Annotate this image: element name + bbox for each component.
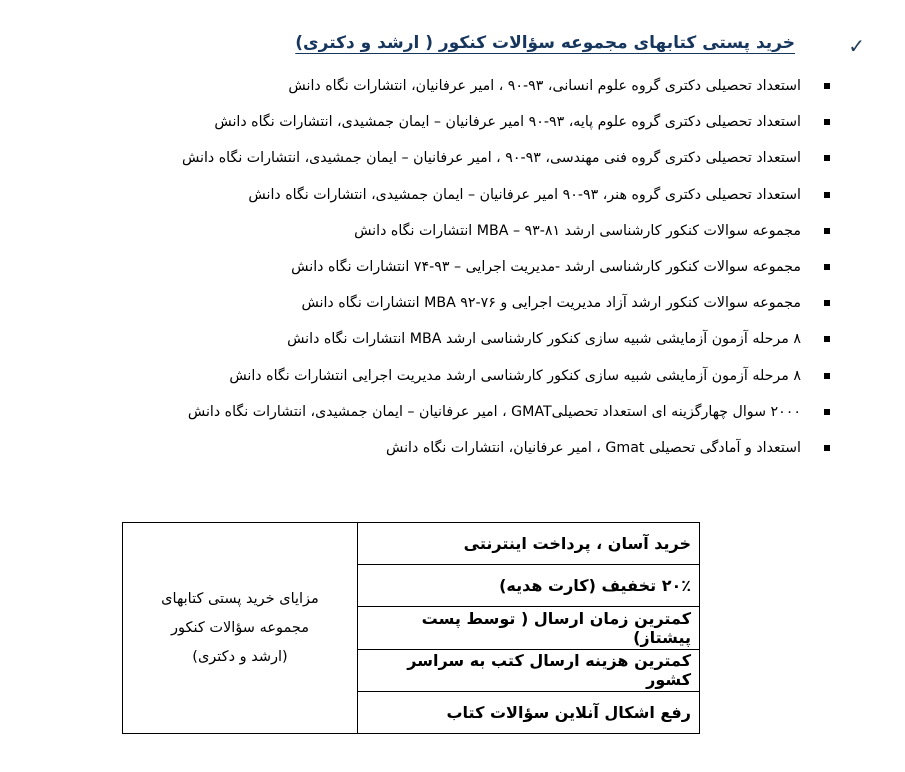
list-item (30, 108, 830, 144)
list-item (30, 434, 830, 470)
book-title: مجموعه سوالات کنکور کارشناسی ارشد -مدیریت اجرایی – ۹۳-۷۴ انتشارات نگاه دانش (291, 258, 801, 275)
book-title: مجموعه سوالات کنکور کارشناسی ارشد MBA – ۹۳-۸۱ انتشارات نگاه دانش (354, 222, 801, 239)
checkmark-icon: ✓ (848, 34, 865, 58)
list-item (30, 362, 830, 398)
square-bullet-icon (824, 228, 830, 234)
book-title: استعداد و آمادگی تحصیلی Gmat ، امیر عرفانیان، انتشارات نگاه دانش (386, 439, 801, 456)
book-title: استعداد تحصیلی دکتری گروه علوم انسانی، ۹۳-۹۰ ، امیر عرفانیان، انتشارات نگاه دانش (288, 78, 801, 94)
square-bullet-icon (824, 445, 830, 451)
section-heading: خرید پستی کتابهای مجموعه سؤالات کنکور ( ارشد و دکتری) (295, 33, 795, 53)
square-bullet-icon (824, 409, 830, 415)
benefits-label-cell (123, 523, 358, 734)
square-bullet-icon (824, 336, 830, 342)
benefits-label-line: مجموعه سؤالات کنکور (170, 619, 309, 636)
benefit-item: کمترین زمان ارسال ( توسط پست پیشتاز) (358, 607, 700, 649)
benefit-item: خرید آسان ، پرداخت اینترنتی (358, 523, 700, 565)
book-title: مجموعه سوالات کنکور ارشد آزاد مدیریت اجرایی و MBA ۹۲-۷۶ انتشارات نگاه دانش (301, 295, 801, 312)
list-item (30, 398, 830, 434)
list-item (30, 72, 830, 108)
list-item (30, 253, 830, 289)
book-title: ۲۰۰۰ سوال چهارگزینه ای استعداد تحصیلیGMAT ، امیر عرفانیان – ایمان جمشیدی، انتشارات نگاه دانش (187, 403, 801, 420)
list-item (30, 181, 830, 217)
square-bullet-icon (824, 192, 830, 198)
book-title: استعداد تحصیلی دکتری گروه علوم پایه، ۹۳-۹۰ امیر عرفانیان – ایمان جمشیدی، انتشارات نگاه دانش (214, 114, 801, 131)
benefit-item: ۲۰٪ تخفیف (کارت هدیه) (358, 565, 700, 607)
benefit-item: کمترین هزینه ارسال کتب به سراسر کشور (358, 649, 700, 691)
square-bullet-icon (824, 155, 830, 161)
square-bullet-icon (824, 373, 830, 379)
square-bullet-icon (824, 300, 830, 306)
book-title: ۸ مرحله آزمون آزمایشی شبیه سازی کنکور کارشناسی ارشد مدیریت اجرایی انتشارات نگاه دانش (229, 367, 801, 384)
book-title: ۸ مرحله آزمون آزمایشی شبیه سازی کنکور کارشناسی ارشد MBA انتشارات نگاه دانش (287, 331, 801, 348)
square-bullet-icon (824, 119, 830, 125)
book-title: استعداد تحصیلی دکتری گروه فنی مهندسی، ۹۳-۹۰ ، امیر عرفانیان – ایمان جمشیدی، انتشارات نگاه دانش (181, 150, 801, 167)
list-item (30, 144, 830, 180)
square-bullet-icon (824, 83, 830, 89)
list-item (30, 217, 830, 253)
book-list (30, 72, 830, 470)
benefits-label-line: (ارشد و دکتری) (192, 648, 288, 665)
benefits-label-line: مزایای خرید پستی کتابهای (161, 590, 319, 607)
book-title: استعداد تحصیلی دکتری گروه هنر، ۹۳-۹۰ امیر عرفانیان – ایمان جمشیدی، انتشارات نگاه دانش (248, 186, 801, 203)
square-bullet-icon (824, 264, 830, 270)
list-item (30, 289, 830, 325)
benefit-item: رفع اشکال آنلاین سؤالات کتاب (358, 691, 700, 733)
benefits-table (122, 522, 700, 734)
list-item (30, 325, 830, 361)
